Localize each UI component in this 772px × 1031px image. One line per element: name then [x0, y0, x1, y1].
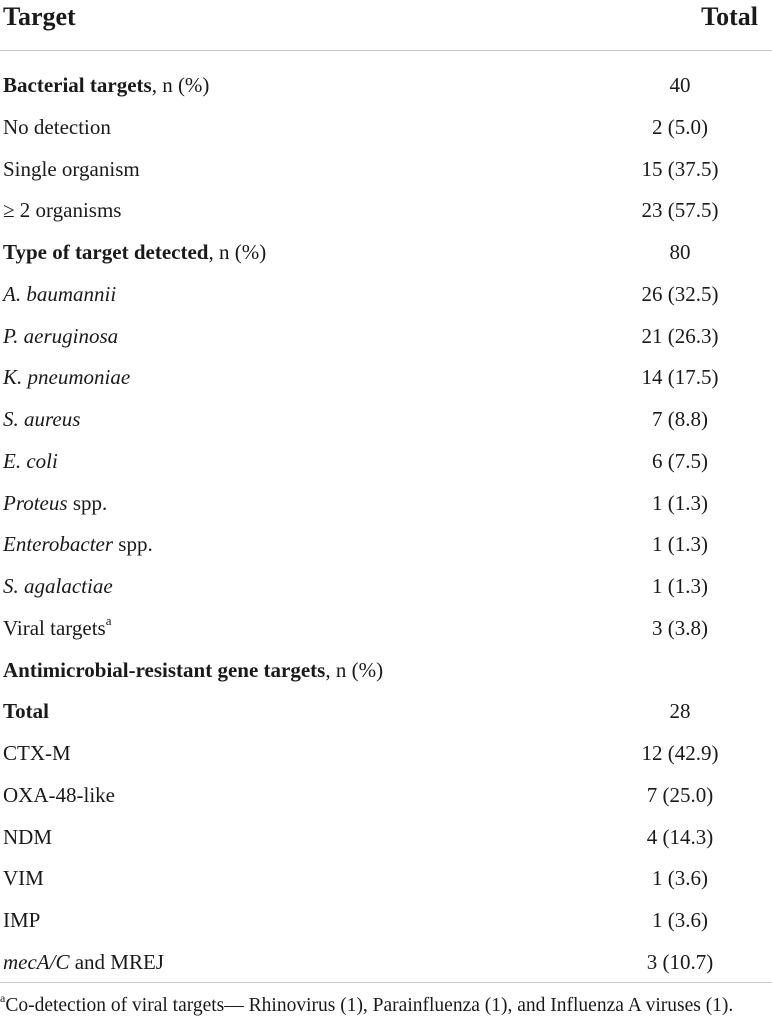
column-header-target: Target [3, 2, 76, 31]
table-row [0, 899, 772, 941]
row-value: 7 (25.0) [646, 782, 714, 807]
table-row [0, 148, 772, 190]
row-value: 28 [669, 699, 691, 724]
row-label: IMP [3, 908, 41, 932]
table-row [0, 231, 772, 273]
organism-label: A. baumannii [3, 281, 117, 306]
row-value: 1 (1.3) [652, 532, 708, 557]
row-value: 14 (17.5) [641, 365, 719, 390]
section-heading: Antimicrobial-resistant gene targets [3, 657, 326, 682]
section-heading: Type of target detected [3, 240, 209, 264]
row-label: Viral targets [3, 615, 106, 640]
organism-label: Enterobacter [3, 532, 114, 557]
row-value: 7 (8.8) [652, 407, 708, 431]
footnote-marker: a [0, 990, 6, 1005]
row-value: 21 (26.3) [641, 323, 719, 348]
organism-label: P. aeruginosa [3, 323, 119, 348]
row-value: 4 (14.3) [646, 824, 714, 849]
table-row [0, 857, 772, 899]
organism-label: S. aureus [3, 407, 81, 431]
row-value: 1 (1.3) [652, 490, 708, 515]
table-row [0, 649, 772, 691]
row-value: 1 (3.6) [652, 908, 708, 932]
row-label: NDM [3, 824, 53, 849]
organism-label: K. pneumoniae [3, 365, 131, 390]
table-row [0, 64, 772, 106]
section-heading-suffix: , n (%) [208, 240, 267, 264]
organism-label: Proteus [3, 490, 68, 515]
row-value: 3 (3.8) [652, 615, 708, 640]
row-value: 6 (7.5) [652, 448, 708, 473]
table-row [0, 106, 772, 148]
results-table [0, 64, 772, 983]
table-row [0, 273, 772, 315]
section-heading-suffix: , n (%) [151, 73, 210, 97]
table-row [0, 941, 772, 983]
footnote [0, 982, 772, 1017]
table-row [0, 816, 772, 858]
column-header-total: Total [701, 2, 758, 31]
table-row [0, 315, 772, 357]
table-row [0, 398, 772, 440]
row-label: OXA-48-like [3, 782, 115, 807]
organism-label: E. coli [3, 448, 58, 473]
table-row [0, 440, 772, 482]
gene-label-suffix: and MREJ [69, 949, 164, 974]
table-row [0, 523, 772, 565]
row-label: VIM [3, 866, 44, 891]
row-value: 26 (32.5) [641, 281, 719, 306]
row-label: CTX-M [3, 741, 71, 765]
footnote-marker: a [105, 612, 112, 628]
table-row [0, 189, 772, 231]
row-value: 80 [669, 240, 691, 264]
row-value: 40 [669, 73, 691, 97]
table-row [0, 482, 772, 524]
row-label: Single organism [3, 156, 140, 181]
table-row [0, 565, 772, 607]
section-heading-suffix: , n (%) [325, 657, 384, 682]
table-row [0, 607, 772, 649]
section-heading: Bacterial targets [3, 73, 152, 97]
row-value: 15 (37.5) [641, 156, 719, 181]
row-value: 3 (10.7) [646, 949, 714, 974]
table-row [0, 732, 772, 774]
organism-label-suffix: spp. [67, 490, 108, 515]
row-label: No detection [3, 114, 111, 139]
row-label: Total [3, 699, 49, 724]
row-value: 12 (42.9) [641, 741, 719, 765]
row-label: ≥ 2 organisms [3, 198, 122, 223]
row-value: 2 (5.0) [652, 114, 708, 139]
footnote-text: Co-detection of viral targets— Rhinovirus (1), Parainfluenza (1), and Influenza A viruses (1). [5, 995, 734, 1016]
table-header [0, 0, 772, 51]
gene-label: mecA/C [3, 949, 70, 974]
table-row [0, 774, 772, 816]
organism-label-suffix: spp. [113, 532, 153, 557]
row-value: 1 (1.3) [652, 574, 708, 598]
row-value: 23 (57.5) [641, 198, 719, 223]
table-row [0, 690, 772, 732]
organism-label: S. agalactiae [3, 574, 113, 598]
table-row [0, 356, 772, 398]
row-value: 1 (3.6) [652, 866, 708, 891]
